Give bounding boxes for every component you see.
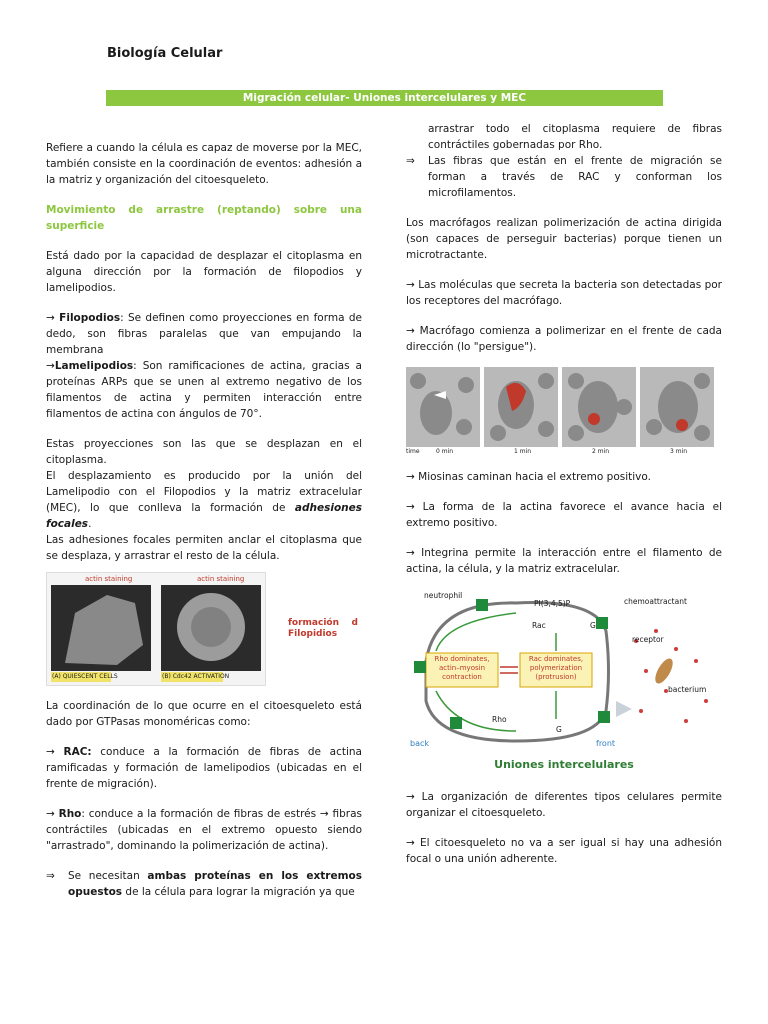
definition: : Se definen como proyecciones en forma de dedo, son fibras paralelas que van empujando la membrana: [46, 312, 362, 356]
filopodios-paragraph: [46, 310, 362, 358]
subsection-title: Uniones intercelulares: [494, 758, 634, 771]
paragraph: La coordinación de lo que ocurre en el citoesqueleto está dado por GTPasas monoméricas como:: [46, 700, 362, 728]
text: de la célula para lograr la migración ya que: [122, 886, 355, 898]
paragraph: → Miosinas caminan hacia el extremo positivo.: [406, 471, 651, 483]
paragraph: [46, 468, 362, 532]
diagram-label: G: [556, 725, 562, 734]
fig-caption: (A) QUIESCENT CELLS: [52, 673, 118, 680]
diagram-label: Rac: [532, 621, 546, 630]
list-item: [46, 868, 362, 900]
double-arrow-icon: ⇒: [406, 155, 415, 167]
time-label: time: [406, 448, 420, 455]
diagram-label: chemoattractant: [624, 597, 687, 606]
arrow-icon: →: [46, 360, 55, 372]
left-column: [46, 140, 362, 900]
time-tick: 1 min: [514, 448, 532, 455]
term: Lamelipodios: [54, 360, 134, 372]
micrograph-image: [47, 573, 265, 685]
text: .: [88, 518, 92, 530]
diagram-label: receptor: [632, 635, 664, 644]
paragraph: Las adhesiones focales permiten anclar el citoplasma que se desplaza, y arrastrar el resto de la célula.: [46, 534, 362, 562]
emphasis: ambas proteínas en los extremos opuestos: [68, 870, 362, 898]
paragraph: → Macrófago comienza a polimerizar en el frente de cada dirección (lo "persigue").: [406, 325, 722, 353]
paragraph: → Integrina permite la interacción entre el filamento de actina, la célula, y la matriz extracelular.: [406, 547, 722, 575]
diagram-label: PI(3,4,5)P: [534, 599, 571, 608]
macrophage-timelapse-figure: [406, 367, 716, 459]
list-item: [406, 153, 722, 201]
fig-label: actin staining: [197, 575, 245, 583]
rho-paragraph: → Rho: conduce a la formación de fibras de estrés → fibras contráctiles (ubicadas en el extremo opuesto siendo "arrastrado", dominando la polimerización de actina).: [46, 808, 362, 852]
right-column: [406, 121, 722, 867]
timelapse-image: [406, 367, 716, 459]
paragraph: → La organización de diferentes tipos celulares permite organizar el citoesqueleto.: [406, 791, 722, 819]
paragraph: → La forma de la actina favorece el avance hacia el extremo positivo.: [406, 501, 722, 529]
paragraph: → Las moléculas que secreta la bacteria son detectadas por los receptores del macrófago.: [406, 279, 722, 307]
rac-paragraph: → RAC: conduce a la formación de fibras de actina ramificadas y formación de lamelipodios (ubicadas en el frente de migración).: [46, 746, 362, 790]
page-title: Biología Celular: [107, 46, 223, 61]
section-banner: Migración celular- Uniones intercelulares y MEC: [106, 90, 663, 106]
time-tick: 0 min: [436, 448, 454, 455]
paragraph: Los macrófagos realizan polimerización de actina dirigida (son capaces de perseguir bacterias) porque tienen un microtractante.: [406, 217, 722, 261]
diagram-label: bacterium: [668, 685, 707, 694]
definition: : conduce a la formación de fibras de estrés → fibras contráctiles (ubicadas en el extremo opuesto siendo "arrastrado", dominando la polimerización de actina).: [46, 808, 362, 852]
emphasis: adhesiones focales: [46, 502, 362, 530]
fig-caption: (B) Cdc42 ACTIVATION: [162, 673, 230, 680]
double-arrow-icon: ⇒: [46, 870, 55, 882]
definition: : Son ramificaciones de actina, gracias a proteínas ARPs que se unen al extremo negativo de los filamentos de actina y permiten interacción entre filamentos de actina con ángulos de 70°.: [46, 360, 362, 420]
term: Rho: [58, 808, 82, 820]
diagram-box-label: Rac dominates, polymerization (protrusion): [528, 655, 584, 681]
list-item-continued: arrastrar todo el citoplasma requiere de fibras contráctiles gobernadas por Rho.: [428, 123, 722, 151]
definition: conduce a la formación de fibras de actina ramificadas y formación de lamelipodios (ubicadas en el frente de migración).: [46, 746, 362, 790]
diagram-label: Rho: [492, 715, 507, 724]
text: Las fibras que están en el frente de migración se forman a través de RAC y conforman los microfilamentos.: [428, 155, 722, 199]
paragraph: → El citoesqueleto no va a ser igual si hay una adhesión focal o una unión adherente.: [406, 837, 722, 865]
paragraph: Estas proyecciones son las que se desplazan en el citoplasma.: [46, 438, 362, 466]
intro-paragraph: Refiere a cuando la célula es capaz de moverse por la MEC, también consiste en la coordinación de eventos: adhesión a la matriz y organización del citoesqueleto.: [46, 142, 362, 186]
neutrophil-diagram: [406, 591, 724, 751]
time-tick: 2 min: [592, 448, 610, 455]
diagram-label: G: [590, 621, 596, 630]
term: Filopodios: [59, 312, 121, 324]
paragraph: Está dado por la capacidad de desplazar el citoplasma en alguna dirección por la formación de filopodios y lamelipodios.: [46, 250, 362, 294]
fig-side-caption: formación d Filopidios: [288, 618, 358, 639]
section-heading: Movimiento de arrastre (reptando) sobre una superficie: [46, 204, 362, 232]
diagram-label: front: [596, 739, 616, 748]
diagram-box-label: Rho dominates, actin–myosin contraction: [434, 655, 490, 681]
lamelipodios-paragraph: [46, 358, 362, 422]
text: Se necesitan: [68, 870, 148, 882]
fig-label: actin staining: [85, 575, 133, 583]
term: RAC:: [63, 746, 92, 758]
arrow-icon: →: [46, 312, 55, 324]
time-tick: 3 min: [670, 448, 688, 455]
text: El desplazamiento es producido por la unión del Lamelipodio con el Filopodios y la matriz extracelular (MEC), lo que conlleva la formación de: [46, 470, 362, 514]
actin-staining-figure: [46, 572, 266, 686]
diagram-label: back: [410, 739, 430, 748]
diagram-label: neutrophil: [424, 591, 463, 600]
